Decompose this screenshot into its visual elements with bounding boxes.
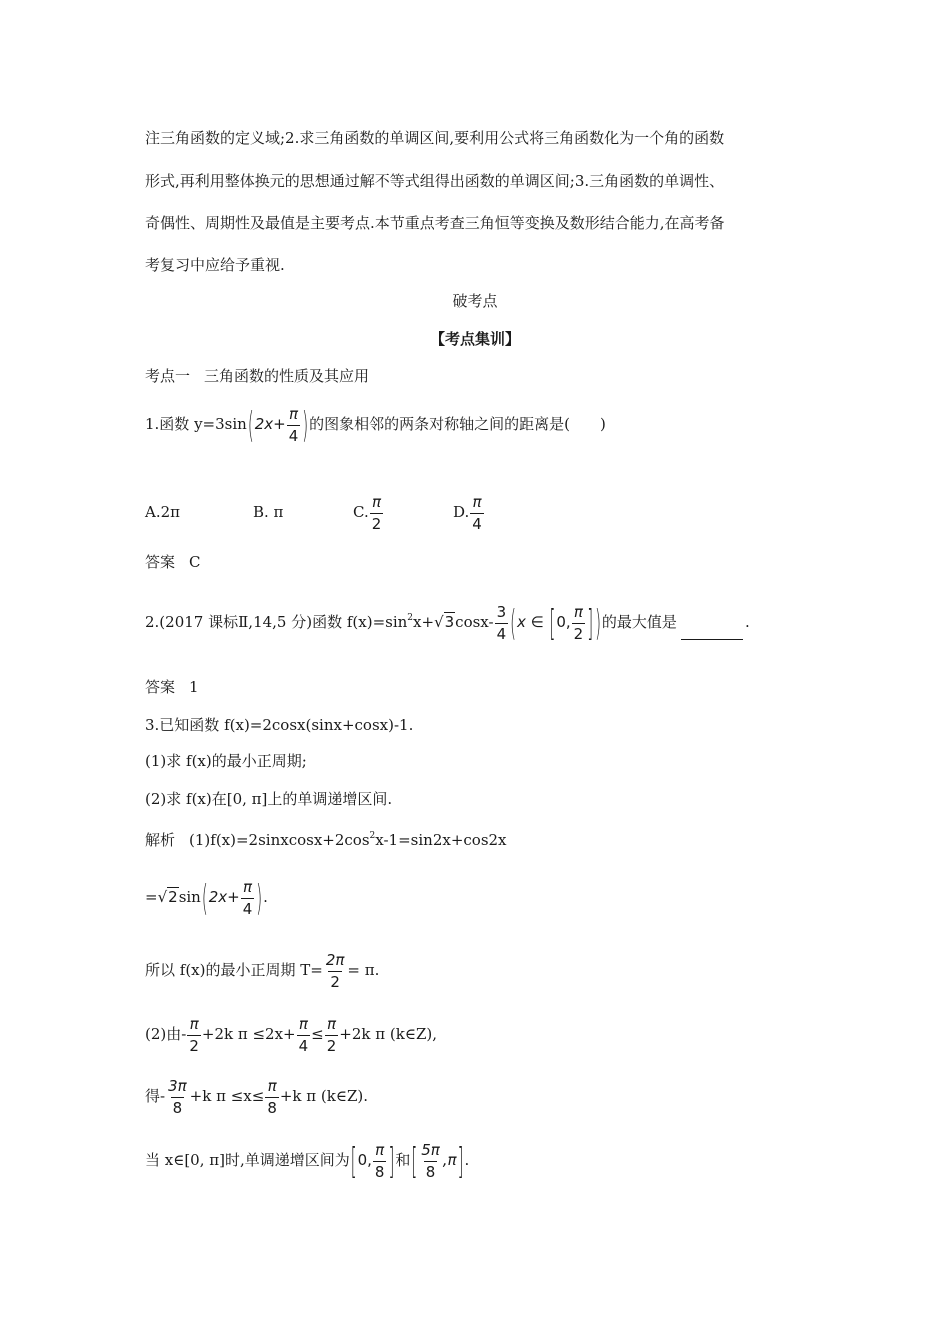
answer-label: 答案: [145, 553, 176, 571]
q1-inner: 2x+: [254, 415, 286, 433]
q3-stem: 3.已知函数 f(x)=2cosx(sinx+cosx)-1.: [145, 716, 414, 734]
section-title: 破考点: [452, 292, 498, 310]
question-2: 2.(2017 课标Ⅱ,14,5 分)函数 $f(x)=\sin^2x+√3\cos x-$ $\frac{3}{4}$ (x ∈ [0, $\frac{\pi}{2}$ ] )的最大值是 .: [145, 601, 750, 645]
intro-line-2: 形式,再利用整体换元的思想通过解不等式组得出函数的单调区间;3.三角函数的单调性、: [145, 172, 725, 190]
sqrt-2: √2: [157, 888, 178, 906]
question-1: [145, 404, 606, 446]
q1-prefix: 1.函数 y=3sin: [145, 415, 247, 433]
option-b: B. π: [253, 503, 284, 521]
q3-part-1: (1)求 f(x)的最小正周期;: [145, 752, 307, 770]
topic-heading: [145, 366, 369, 386]
option-d: D. $\frac{\pi}{4}$: [453, 492, 482, 533]
q2-answer: [145, 677, 199, 697]
q3-period: 所以 f(x)的最小正周期 T= $\frac{2\pi}{2}$ = π.: [145, 950, 380, 991]
q3-solution-1: 解析 $(1)f(x)=2sinxcosx+2\cos^2x-1=\sin 2x+\cos 2x$: [145, 831, 507, 849]
fraction-3-over-4: $\frac{3}{4}$: [496, 602, 507, 643]
option-a: A.2π: [145, 503, 181, 521]
q1-options: [145, 492, 485, 534]
option-c: C. $\frac{\pi}{2}$: [353, 492, 382, 533]
q3-result: 得- $\frac{3\pi}{8}$ +k π ≤x≤ $\frac{\pi}{8}$ +k π (k∈Z).: [145, 1076, 368, 1117]
fraction-2pi-over-2: $\frac{2\pi}{2}$: [325, 950, 345, 991]
solution-label: 解析: [145, 831, 176, 849]
answer-value: 1: [189, 678, 199, 696]
q3-inequality: (2)由- $\frac{\pi}{2}$ +2k π ≤2x+ $\frac{\pi}{4}$ ≤ $\frac{\pi}{2}$ +2k π (k∈Z),: [145, 1014, 437, 1055]
q2-prefix: 2.(2017 课标Ⅱ,14,5 分)函数 f(x)=sin: [145, 613, 408, 631]
answer-blank: [681, 639, 743, 640]
q3-part-2: (2)求 f(x)在[0, π]上的单调递增区间.: [145, 790, 393, 808]
sqrt-3: √3: [434, 613, 455, 631]
fraction-pi-over-4: $\frac{\pi}{4}$: [288, 404, 299, 445]
left-paren: (: [247, 403, 254, 447]
answer-value: C: [189, 553, 201, 571]
q1-suffix: 的图象相邻的两条对称轴之间的距离是( ): [309, 415, 606, 433]
intro-line-4: 考复习中应给予重视.: [145, 256, 285, 274]
answer-label: 答案: [145, 678, 176, 696]
q1-answer: [145, 552, 201, 572]
q3-solution-2: =√2sin(2x+ $\frac{\pi}{4}$ ).: [145, 876, 268, 920]
intro-line-3: 奇偶性、周期性及最值是主要考点.本节重点考查三角恒等变换及数形结合能力,在高考备: [145, 214, 725, 232]
subsection-title: 【考点集训】: [429, 330, 520, 348]
right-paren: ): [302, 403, 309, 447]
intro-line-1: 注三角函数的定义域;2.求三角函数的单调区间,要利用公式将三角函数化为一个角的函数: [145, 129, 725, 147]
topic-name: 三角函数的性质及其应用: [204, 367, 370, 385]
topic-label: 考点一: [145, 367, 191, 385]
q3-final: 当 x∈[0, π]时,单调递增区间为[0, $\frac{\pi}{8}$ ]和[ $\frac{5\pi}{8}$ ,π].: [145, 1139, 470, 1183]
